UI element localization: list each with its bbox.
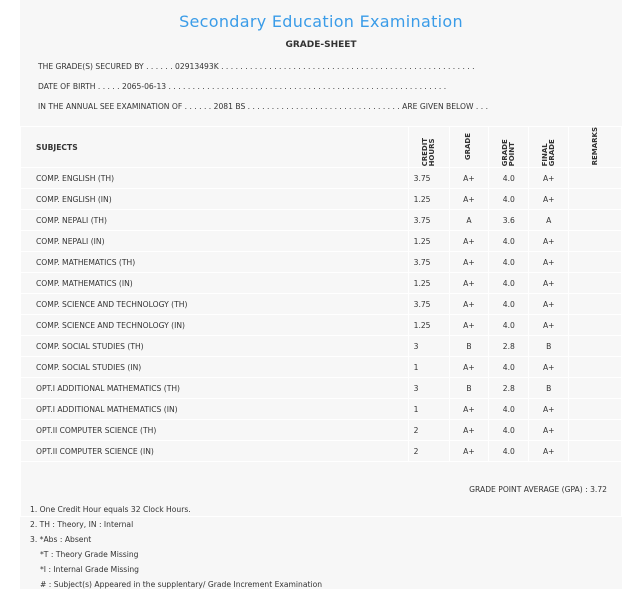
subject-cell: COMP. MATHEMATICS (TH) xyxy=(21,252,409,273)
grade-cell: B xyxy=(449,336,489,357)
credit-hours-cell: 2 xyxy=(408,441,449,462)
table-row xyxy=(21,231,622,252)
grade-point-cell: 4.0 xyxy=(489,231,529,252)
exam-line: IN THE ANNUAL SEE EXAMINATION OF . . . . . . 2081 BS . . . . . . . . . . . . . . . . . . . . . . . . . . . . . . . . ARE GIVEN BELOW . . . xyxy=(38,102,488,111)
grade-cell: A+ xyxy=(449,252,489,273)
table-row xyxy=(21,294,622,315)
remarks-cell xyxy=(569,378,622,399)
note: 3. *Abs : Absent xyxy=(30,535,92,544)
grade-cell: A xyxy=(449,210,489,231)
grade-sheet-card xyxy=(20,0,622,589)
grade-point-cell: 4.0 xyxy=(489,252,529,273)
header-final-grade: FINAL GRADE xyxy=(540,139,556,167)
remarks-cell xyxy=(569,273,622,294)
table-header xyxy=(21,127,622,168)
grade-point-cell: 2.8 xyxy=(489,336,529,357)
remarks-cell xyxy=(569,231,622,252)
grade-cell: A+ xyxy=(449,441,489,462)
remarks-cell xyxy=(569,420,622,441)
grade-point-cell: 3.6 xyxy=(489,210,529,231)
table-row xyxy=(21,420,622,441)
subject-cell: COMP. NEPALI (IN) xyxy=(21,231,409,252)
grade-point-cell: 4.0 xyxy=(489,315,529,336)
note: 2. TH : Theory, IN : Internal xyxy=(30,520,134,529)
final-grade-cell: A+ xyxy=(529,420,569,441)
page-title: Secondary Education Examination xyxy=(179,12,463,31)
final-grade-cell: A+ xyxy=(529,357,569,378)
table-row xyxy=(21,399,622,420)
subject-cell: OPT.II COMPUTER SCIENCE (TH) xyxy=(21,420,409,441)
remarks-cell xyxy=(569,294,622,315)
subject-cell: OPT.I ADDITIONAL MATHEMATICS (TH) xyxy=(21,378,409,399)
credit-hours-cell: 3 xyxy=(408,378,449,399)
final-grade-cell: B xyxy=(529,336,569,357)
grade-cell: A+ xyxy=(449,168,489,189)
credit-hours-cell: 1.25 xyxy=(408,273,449,294)
header-subjects: SUBJECTS xyxy=(21,127,409,168)
credit-hours-cell: 3.75 xyxy=(408,168,449,189)
table-row xyxy=(21,189,622,210)
header-remarks: REMARKS xyxy=(590,127,599,166)
subject-cell: OPT.II COMPUTER SCIENCE (IN) xyxy=(21,441,409,462)
final-grade-cell: A+ xyxy=(529,252,569,273)
grades-table xyxy=(20,126,622,517)
grade-point-cell: 4.0 xyxy=(489,168,529,189)
grade-cell: A+ xyxy=(449,294,489,315)
grade-point-cell: 4.0 xyxy=(489,399,529,420)
grade-point-cell: 4.0 xyxy=(489,420,529,441)
credit-hours-cell: 3.75 xyxy=(408,252,449,273)
header-grade-point: GRADE POINT xyxy=(500,139,516,167)
grade-point-cell: 4.0 xyxy=(489,273,529,294)
grade-cell: A+ xyxy=(449,231,489,252)
credit-hours-cell: 3 xyxy=(408,336,449,357)
remarks-cell xyxy=(569,189,622,210)
credit-hours-cell: 2 xyxy=(408,420,449,441)
final-grade-cell: B xyxy=(529,378,569,399)
subject-cell: COMP. MATHEMATICS (IN) xyxy=(21,273,409,294)
final-grade-cell: A xyxy=(529,210,569,231)
table-row xyxy=(21,378,622,399)
final-grade-cell: A+ xyxy=(529,231,569,252)
subject-cell: COMP. SCIENCE AND TECHNOLOGY (IN) xyxy=(21,315,409,336)
final-grade-cell: A+ xyxy=(529,168,569,189)
credit-hours-cell: 1 xyxy=(408,357,449,378)
remarks-cell xyxy=(569,399,622,420)
sheet-subtitle: GRADE-SHEET xyxy=(285,40,357,50)
grade-point-cell: 4.0 xyxy=(489,357,529,378)
table-row xyxy=(21,315,622,336)
note: 1. One Credit Hour equals 32 Clock Hours. xyxy=(30,505,191,514)
grade-cell: A+ xyxy=(449,315,489,336)
table-row xyxy=(21,336,622,357)
note: *T : Theory Grade Missing xyxy=(40,550,139,559)
grade-point-cell: 2.8 xyxy=(489,378,529,399)
table-row xyxy=(21,210,622,231)
remarks-cell xyxy=(569,252,622,273)
grade-cell: A+ xyxy=(449,357,489,378)
remarks-cell xyxy=(569,336,622,357)
note: *I : Internal Grade Missing xyxy=(40,565,139,574)
table-row xyxy=(21,168,622,189)
grade-point-cell: 4.0 xyxy=(489,294,529,315)
final-grade-cell: A+ xyxy=(529,273,569,294)
gpa-value: GRADE POINT AVERAGE (GPA) : 3.72 xyxy=(21,462,622,517)
table-row xyxy=(21,252,622,273)
remarks-cell xyxy=(569,357,622,378)
notes xyxy=(30,502,322,592)
subject-cell: COMP. SCIENCE AND TECHNOLOGY (TH) xyxy=(21,294,409,315)
final-grade-cell: A+ xyxy=(529,294,569,315)
remarks-cell xyxy=(569,210,622,231)
subject-cell: COMP. SOCIAL STUDIES (TH) xyxy=(21,336,409,357)
final-grade-cell: A+ xyxy=(529,399,569,420)
subject-cell: COMP. SOCIAL STUDIES (IN) xyxy=(21,357,409,378)
grade-cell: A+ xyxy=(449,399,489,420)
credit-hours-cell: 1.25 xyxy=(408,189,449,210)
header-grade: GRADE xyxy=(464,132,473,160)
note: # : Subject(s) Appeared in the supplentary/ Grade Increment Examination xyxy=(40,580,323,589)
subject-cell: COMP. NEPALI (TH) xyxy=(21,210,409,231)
remarks-cell xyxy=(569,168,622,189)
table-row xyxy=(21,441,622,462)
subject-cell: OPT.I ADDITIONAL MATHEMATICS (IN) xyxy=(21,399,409,420)
final-grade-cell: A+ xyxy=(529,441,569,462)
remarks-cell xyxy=(569,315,622,336)
credit-hours-cell: 1.25 xyxy=(408,315,449,336)
remarks-cell xyxy=(569,441,622,462)
header-credit-hours: CREDIT HOURS xyxy=(420,137,436,167)
credit-hours-cell: 1.25 xyxy=(408,231,449,252)
grade-cell: B xyxy=(449,378,489,399)
secured-by-line: THE GRADE(S) SECURED BY . . . . . . 02913493K . . . . . . . . . . . . . . . . . . . . . . . . . . . . . . . . . . . . . . . . . . . . . . . . . . . . . xyxy=(38,62,475,71)
subject-cell: COMP. ENGLISH (IN) xyxy=(21,189,409,210)
table-row xyxy=(21,273,622,294)
credit-hours-cell: 1 xyxy=(408,399,449,420)
final-grade-cell: A+ xyxy=(529,189,569,210)
subject-cell: COMP. ENGLISH (TH) xyxy=(21,168,409,189)
grade-cell: A+ xyxy=(449,273,489,294)
grade-cell: A+ xyxy=(449,420,489,441)
grade-cell: A+ xyxy=(449,189,489,210)
grade-point-cell: 4.0 xyxy=(489,189,529,210)
table-row xyxy=(21,357,622,378)
credit-hours-cell: 3.75 xyxy=(408,210,449,231)
credit-hours-cell: 3.75 xyxy=(408,294,449,315)
dob-line: DATE OF BIRTH . . . . . 2065-06-13 . . . . . . . . . . . . . . . . . . . . . . . . . . . . . . . . . . . . . . . . . . . . . . . . . . . . . . . . . . xyxy=(38,82,447,91)
final-grade-cell: A+ xyxy=(529,315,569,336)
grade-point-cell: 4.0 xyxy=(489,441,529,462)
